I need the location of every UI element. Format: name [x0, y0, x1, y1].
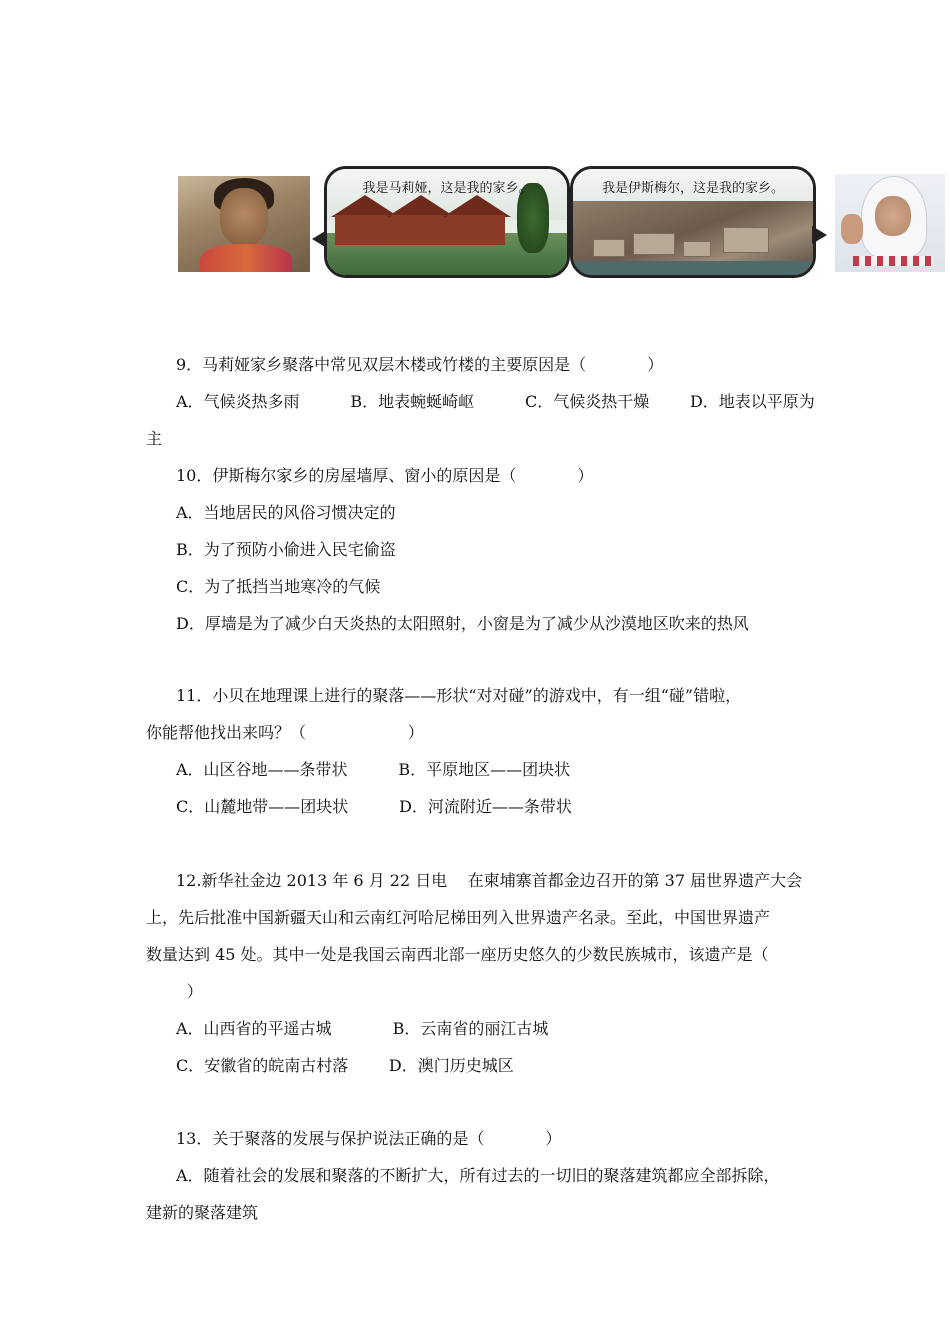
flat-roof-house — [723, 227, 769, 253]
bubble-caption-right: 我是伊斯梅尔，这是我的家乡。 — [601, 181, 784, 196]
question-12-options-ab: A．山西省的平遥古城 B．云南省的丽江古城 — [176, 1019, 549, 1038]
question-13-option-a: A．随着社会的发展和聚落的不断扩大，所有过去的一切旧的聚落建筑都应全部拆除， — [176, 1166, 780, 1185]
question-12-line-2: 上，先后批准中国新疆天山和云南红河哈尼梯田列入世界遗产名录。至此，中国世界遗产 — [146, 908, 771, 927]
question-10-option-c: C．为了抵挡当地寒冷的气候 — [176, 577, 381, 596]
stilt-house-roof — [443, 195, 511, 217]
speech-bubble-left — [324, 166, 570, 278]
question-12-options-cd: C．安徽省的皖南古村落 D．澳门历史城区 — [176, 1056, 514, 1075]
question-10-option-d: D．厚墙是为了减少白天炎热的太阳照射，小窗是为了减少从沙漠地区吹来的热风 — [176, 614, 749, 633]
flat-roof-house — [683, 241, 711, 257]
question-13-stem: 13．关于聚落的发展与保护说法正确的是（ ） — [176, 1129, 562, 1148]
flat-roof-house — [633, 233, 675, 255]
speech-bubble-right — [570, 166, 816, 278]
hand-shape — [841, 214, 863, 244]
stilt-house — [447, 215, 505, 245]
question-11-options-cd: C．山麓地带——团块状 D．河流附近——条带状 — [176, 797, 572, 816]
question-10-option-b: B．为了预防小偷进入民宅偷盗 — [176, 540, 396, 559]
question-11-stem-cont: 你能帮他找出来吗？（ ） — [146, 723, 424, 742]
girl-photo-right — [835, 174, 945, 272]
speech-tail-left — [312, 230, 327, 248]
scarf-trim — [853, 256, 933, 266]
girl-photo-left — [178, 176, 310, 272]
stilt-house — [335, 215, 393, 245]
question-9-stem: 9．马莉娅家乡聚落中常见双层木楼或竹楼的主要原因是（ ） — [176, 355, 664, 374]
shirt-shape — [200, 244, 292, 272]
bubble-caption-left: 我是马莉娅，这是我的家乡。 — [362, 181, 532, 196]
speech-tail-right — [812, 226, 827, 244]
face-shape — [220, 188, 268, 246]
face-shape — [875, 196, 911, 236]
question-13-option-a-cont: 建新的聚落建筑 — [146, 1203, 259, 1222]
question-11-options-ab: A．山区谷地——条带状 B．平原地区——团块状 — [176, 760, 571, 779]
question-9-options: A．气候炎热多雨 B．地表蜿蜒崎岖 C．气候炎热干燥 D．地表以平原为 — [176, 392, 815, 411]
river-strip — [573, 261, 813, 275]
question-10-option-a: A．当地居民的风俗习惯决定的 — [176, 503, 396, 522]
question-11-stem: 11．小贝在地理课上进行的聚落——形状“对对碰”的游戏中，有一组“碰”错啦， — [176, 686, 742, 705]
question-12-line-3: 数量达到 45 处。其中一处是我国云南西北部一座历史悠久的少数民族城市，该遗产是（ — [146, 945, 769, 964]
question-12-line-1: 12.新华社金边 2013 年 6 月 22 日电 在柬埔寨首都金边召开的第 37 届世界遗产大会 — [176, 871, 803, 890]
stilt-house — [391, 215, 449, 245]
question-9-wrap: 主 — [146, 429, 163, 448]
flat-roof-house — [593, 239, 625, 257]
illustration-strip — [178, 166, 946, 274]
question-10-stem: 10．伊斯梅尔家乡的房屋墙厚、窗小的原因是（ ） — [176, 466, 594, 485]
question-12-line-4: ） — [146, 982, 203, 1001]
